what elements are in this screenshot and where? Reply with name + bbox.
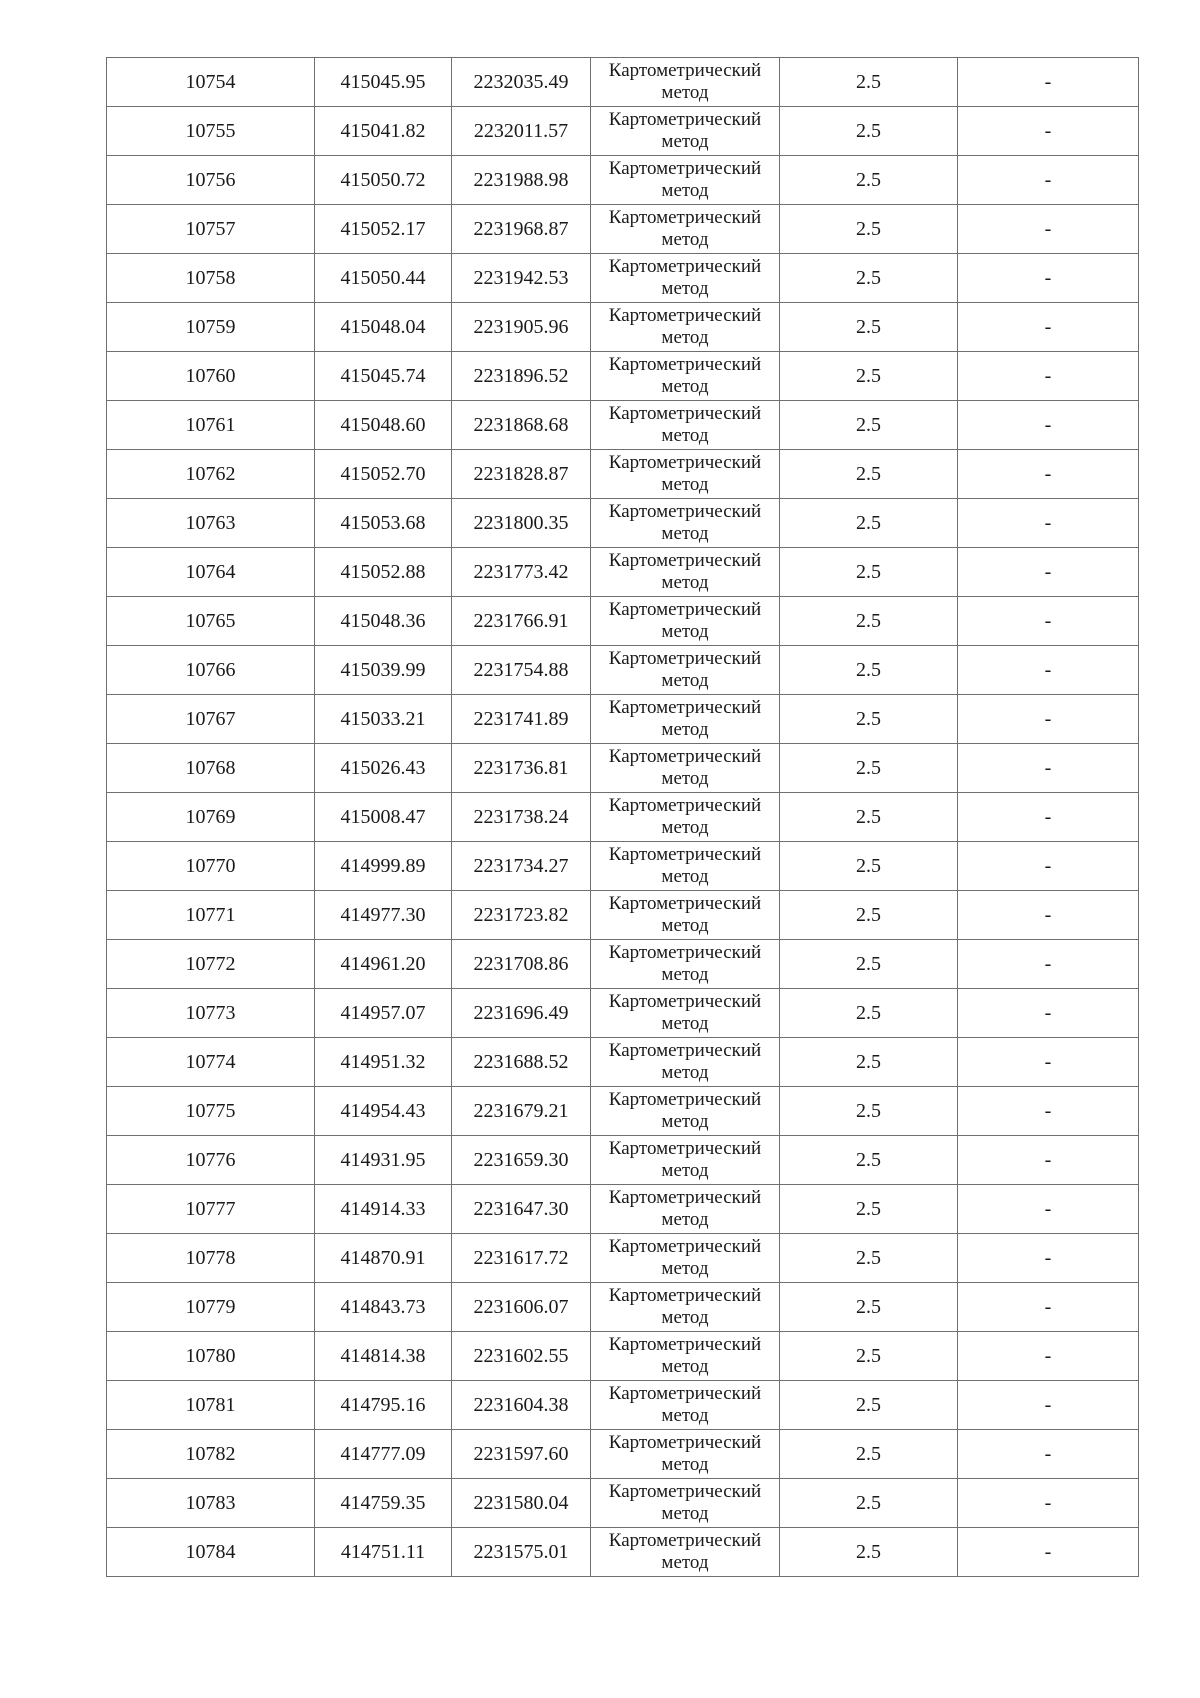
note-cell: - xyxy=(958,597,1139,646)
note-cell: - xyxy=(958,1038,1139,1087)
method-cell: Картометрический метод xyxy=(591,58,780,107)
x-coordinate-cell: 415045.95 xyxy=(315,58,452,107)
y-coordinate-cell: 2231606.07 xyxy=(452,1283,591,1332)
accuracy-cell: 2.5 xyxy=(780,1332,958,1381)
table-row xyxy=(107,940,1139,989)
accuracy-cell: 2.5 xyxy=(780,548,958,597)
accuracy-cell: 2.5 xyxy=(780,597,958,646)
note-cell: - xyxy=(958,1430,1139,1479)
table-row xyxy=(107,401,1139,450)
x-coordinate-cell: 414777.09 xyxy=(315,1430,452,1479)
note-cell: - xyxy=(958,1528,1139,1577)
y-coordinate-cell: 2231659.30 xyxy=(452,1136,591,1185)
y-coordinate-cell: 2231988.98 xyxy=(452,156,591,205)
y-coordinate-cell: 2231688.52 xyxy=(452,1038,591,1087)
point-number-cell: 10770 xyxy=(107,842,315,891)
x-coordinate-cell: 415045.74 xyxy=(315,352,452,401)
x-coordinate-cell: 414961.20 xyxy=(315,940,452,989)
accuracy-cell: 2.5 xyxy=(780,1038,958,1087)
table-row xyxy=(107,303,1139,352)
accuracy-cell: 2.5 xyxy=(780,646,958,695)
x-coordinate-cell: 414999.89 xyxy=(315,842,452,891)
accuracy-cell: 2.5 xyxy=(780,891,958,940)
y-coordinate-cell: 2231766.91 xyxy=(452,597,591,646)
point-number-cell: 10763 xyxy=(107,499,315,548)
x-coordinate-cell: 414914.33 xyxy=(315,1185,452,1234)
y-coordinate-cell: 2231723.82 xyxy=(452,891,591,940)
method-cell: Картометрический метод xyxy=(591,107,780,156)
x-coordinate-cell: 414977.30 xyxy=(315,891,452,940)
x-coordinate-cell: 414814.38 xyxy=(315,1332,452,1381)
point-number-cell: 10783 xyxy=(107,1479,315,1528)
x-coordinate-cell: 414759.35 xyxy=(315,1479,452,1528)
method-cell: Картометрический метод xyxy=(591,940,780,989)
method-cell: Картометрический метод xyxy=(591,793,780,842)
method-cell: Картометрический метод xyxy=(591,450,780,499)
note-cell: - xyxy=(958,891,1139,940)
x-coordinate-cell: 415050.72 xyxy=(315,156,452,205)
method-cell: Картометрический метод xyxy=(591,352,780,401)
point-number-cell: 10778 xyxy=(107,1234,315,1283)
method-cell: Картометрический метод xyxy=(591,1185,780,1234)
point-number-cell: 10755 xyxy=(107,107,315,156)
method-cell: Картометрический метод xyxy=(591,744,780,793)
point-number-cell: 10780 xyxy=(107,1332,315,1381)
y-coordinate-cell: 2231696.49 xyxy=(452,989,591,1038)
table-row xyxy=(107,156,1139,205)
point-number-cell: 10769 xyxy=(107,793,315,842)
x-coordinate-cell: 414843.73 xyxy=(315,1283,452,1332)
note-cell: - xyxy=(958,842,1139,891)
y-coordinate-cell: 2231773.42 xyxy=(452,548,591,597)
point-number-cell: 10762 xyxy=(107,450,315,499)
accuracy-cell: 2.5 xyxy=(780,401,958,450)
accuracy-cell: 2.5 xyxy=(780,1234,958,1283)
point-number-cell: 10756 xyxy=(107,156,315,205)
table-row xyxy=(107,499,1139,548)
y-coordinate-cell: 2231734.27 xyxy=(452,842,591,891)
table-row xyxy=(107,254,1139,303)
table-row xyxy=(107,548,1139,597)
accuracy-cell: 2.5 xyxy=(780,352,958,401)
table-row xyxy=(107,597,1139,646)
x-coordinate-cell: 414951.32 xyxy=(315,1038,452,1087)
point-number-cell: 10757 xyxy=(107,205,315,254)
method-cell: Картометрический метод xyxy=(591,989,780,1038)
note-cell: - xyxy=(958,1283,1139,1332)
x-coordinate-cell: 415041.82 xyxy=(315,107,452,156)
x-coordinate-cell: 414954.43 xyxy=(315,1087,452,1136)
x-coordinate-cell: 415026.43 xyxy=(315,744,452,793)
accuracy-cell: 2.5 xyxy=(780,695,958,744)
accuracy-cell: 2.5 xyxy=(780,842,958,891)
accuracy-cell: 2.5 xyxy=(780,989,958,1038)
table-row xyxy=(107,646,1139,695)
accuracy-cell: 2.5 xyxy=(780,940,958,989)
y-coordinate-cell: 2231754.88 xyxy=(452,646,591,695)
y-coordinate-cell: 2231575.01 xyxy=(452,1528,591,1577)
table-row xyxy=(107,793,1139,842)
x-coordinate-cell: 415053.68 xyxy=(315,499,452,548)
y-coordinate-cell: 2231800.35 xyxy=(452,499,591,548)
accuracy-cell: 2.5 xyxy=(780,1381,958,1430)
method-cell: Картометрический метод xyxy=(591,695,780,744)
y-coordinate-cell: 2231708.86 xyxy=(452,940,591,989)
method-cell: Картометрический метод xyxy=(591,1381,780,1430)
y-coordinate-cell: 2231968.87 xyxy=(452,205,591,254)
note-cell: - xyxy=(958,1479,1139,1528)
accuracy-cell: 2.5 xyxy=(780,1430,958,1479)
method-cell: Картометрический метод xyxy=(591,156,780,205)
table-row xyxy=(107,1038,1139,1087)
y-coordinate-cell: 2231647.30 xyxy=(452,1185,591,1234)
point-number-cell: 10766 xyxy=(107,646,315,695)
note-cell: - xyxy=(958,58,1139,107)
note-cell: - xyxy=(958,744,1139,793)
point-number-cell: 10781 xyxy=(107,1381,315,1430)
point-number-cell: 10784 xyxy=(107,1528,315,1577)
method-cell: Картометрический метод xyxy=(591,1332,780,1381)
point-number-cell: 10772 xyxy=(107,940,315,989)
accuracy-cell: 2.5 xyxy=(780,254,958,303)
y-coordinate-cell: 2231868.68 xyxy=(452,401,591,450)
table-row xyxy=(107,695,1139,744)
point-number-cell: 10754 xyxy=(107,58,315,107)
note-cell: - xyxy=(958,793,1139,842)
point-number-cell: 10775 xyxy=(107,1087,315,1136)
point-number-cell: 10768 xyxy=(107,744,315,793)
x-coordinate-cell: 414957.07 xyxy=(315,989,452,1038)
table-row xyxy=(107,58,1139,107)
x-coordinate-cell: 415050.44 xyxy=(315,254,452,303)
method-cell: Картометрический метод xyxy=(591,499,780,548)
note-cell: - xyxy=(958,303,1139,352)
point-number-cell: 10759 xyxy=(107,303,315,352)
table-row xyxy=(107,1087,1139,1136)
accuracy-cell: 2.5 xyxy=(780,793,958,842)
accuracy-cell: 2.5 xyxy=(780,1136,958,1185)
table-row xyxy=(107,1136,1139,1185)
method-cell: Картометрический метод xyxy=(591,1528,780,1577)
y-coordinate-cell: 2231905.96 xyxy=(452,303,591,352)
point-number-cell: 10779 xyxy=(107,1283,315,1332)
point-number-cell: 10771 xyxy=(107,891,315,940)
table-row xyxy=(107,1185,1139,1234)
x-coordinate-cell: 414870.91 xyxy=(315,1234,452,1283)
y-coordinate-cell: 2231828.87 xyxy=(452,450,591,499)
note-cell: - xyxy=(958,646,1139,695)
method-cell: Картометрический метод xyxy=(591,842,780,891)
accuracy-cell: 2.5 xyxy=(780,1528,958,1577)
y-coordinate-cell: 2231597.60 xyxy=(452,1430,591,1479)
x-coordinate-cell: 415033.21 xyxy=(315,695,452,744)
coordinates-table-body xyxy=(107,58,1139,1577)
table-row xyxy=(107,1528,1139,1577)
method-cell: Картометрический метод xyxy=(591,597,780,646)
y-coordinate-cell: 2231617.72 xyxy=(452,1234,591,1283)
table-row xyxy=(107,1430,1139,1479)
point-number-cell: 10764 xyxy=(107,548,315,597)
method-cell: Картометрический метод xyxy=(591,891,780,940)
accuracy-cell: 2.5 xyxy=(780,1185,958,1234)
accuracy-cell: 2.5 xyxy=(780,156,958,205)
method-cell: Картометрический метод xyxy=(591,1136,780,1185)
y-coordinate-cell: 2231736.81 xyxy=(452,744,591,793)
method-cell: Картометрический метод xyxy=(591,1430,780,1479)
note-cell: - xyxy=(958,1234,1139,1283)
x-coordinate-cell: 415048.04 xyxy=(315,303,452,352)
note-cell: - xyxy=(958,499,1139,548)
point-number-cell: 10758 xyxy=(107,254,315,303)
note-cell: - xyxy=(958,989,1139,1038)
method-cell: Картометрический метод xyxy=(591,1479,780,1528)
y-coordinate-cell: 2231679.21 xyxy=(452,1087,591,1136)
x-coordinate-cell: 415048.36 xyxy=(315,597,452,646)
table-row xyxy=(107,1234,1139,1283)
table-row xyxy=(107,1332,1139,1381)
x-coordinate-cell: 415052.17 xyxy=(315,205,452,254)
point-number-cell: 10773 xyxy=(107,989,315,1038)
note-cell: - xyxy=(958,1136,1139,1185)
note-cell: - xyxy=(958,1381,1139,1430)
accuracy-cell: 2.5 xyxy=(780,1087,958,1136)
point-number-cell: 10760 xyxy=(107,352,315,401)
coordinates-table xyxy=(106,57,1139,1577)
x-coordinate-cell: 415039.99 xyxy=(315,646,452,695)
point-number-cell: 10765 xyxy=(107,597,315,646)
y-coordinate-cell: 2231741.89 xyxy=(452,695,591,744)
method-cell: Картометрический метод xyxy=(591,254,780,303)
accuracy-cell: 2.5 xyxy=(780,1479,958,1528)
method-cell: Картометрический метод xyxy=(591,401,780,450)
table-row xyxy=(107,450,1139,499)
point-number-cell: 10782 xyxy=(107,1430,315,1479)
point-number-cell: 10777 xyxy=(107,1185,315,1234)
y-coordinate-cell: 2231896.52 xyxy=(452,352,591,401)
x-coordinate-cell: 414795.16 xyxy=(315,1381,452,1430)
note-cell: - xyxy=(958,548,1139,597)
note-cell: - xyxy=(958,156,1139,205)
y-coordinate-cell: 2232035.49 xyxy=(452,58,591,107)
y-coordinate-cell: 2231942.53 xyxy=(452,254,591,303)
table-row xyxy=(107,352,1139,401)
table-row xyxy=(107,744,1139,793)
method-cell: Картометрический метод xyxy=(591,1234,780,1283)
accuracy-cell: 2.5 xyxy=(780,450,958,499)
method-cell: Картометрический метод xyxy=(591,303,780,352)
x-coordinate-cell: 414751.11 xyxy=(315,1528,452,1577)
y-coordinate-cell: 2232011.57 xyxy=(452,107,591,156)
x-coordinate-cell: 415008.47 xyxy=(315,793,452,842)
note-cell: - xyxy=(958,940,1139,989)
accuracy-cell: 2.5 xyxy=(780,107,958,156)
note-cell: - xyxy=(958,1185,1139,1234)
accuracy-cell: 2.5 xyxy=(780,58,958,107)
y-coordinate-cell: 2231580.04 xyxy=(452,1479,591,1528)
x-coordinate-cell: 415052.88 xyxy=(315,548,452,597)
note-cell: - xyxy=(958,450,1139,499)
accuracy-cell: 2.5 xyxy=(780,744,958,793)
point-number-cell: 10776 xyxy=(107,1136,315,1185)
table-row xyxy=(107,1381,1139,1430)
table-row xyxy=(107,1479,1139,1528)
point-number-cell: 10761 xyxy=(107,401,315,450)
table-row xyxy=(107,989,1139,1038)
x-coordinate-cell: 414931.95 xyxy=(315,1136,452,1185)
y-coordinate-cell: 2231602.55 xyxy=(452,1332,591,1381)
accuracy-cell: 2.5 xyxy=(780,499,958,548)
method-cell: Картометрический метод xyxy=(591,1038,780,1087)
point-number-cell: 10774 xyxy=(107,1038,315,1087)
method-cell: Картометрический метод xyxy=(591,1087,780,1136)
note-cell: - xyxy=(958,695,1139,744)
note-cell: - xyxy=(958,205,1139,254)
note-cell: - xyxy=(958,1087,1139,1136)
table-row xyxy=(107,842,1139,891)
accuracy-cell: 2.5 xyxy=(780,303,958,352)
point-number-cell: 10767 xyxy=(107,695,315,744)
table-row xyxy=(107,205,1139,254)
table-row xyxy=(107,891,1139,940)
table-row xyxy=(107,107,1139,156)
note-cell: - xyxy=(958,1332,1139,1381)
y-coordinate-cell: 2231604.38 xyxy=(452,1381,591,1430)
x-coordinate-cell: 415048.60 xyxy=(315,401,452,450)
x-coordinate-cell: 415052.70 xyxy=(315,450,452,499)
note-cell: - xyxy=(958,401,1139,450)
note-cell: - xyxy=(958,254,1139,303)
note-cell: - xyxy=(958,107,1139,156)
table-row xyxy=(107,1283,1139,1332)
method-cell: Картометрический метод xyxy=(591,646,780,695)
accuracy-cell: 2.5 xyxy=(780,205,958,254)
y-coordinate-cell: 2231738.24 xyxy=(452,793,591,842)
method-cell: Картометрический метод xyxy=(591,1283,780,1332)
accuracy-cell: 2.5 xyxy=(780,1283,958,1332)
method-cell: Картометрический метод xyxy=(591,205,780,254)
note-cell: - xyxy=(958,352,1139,401)
method-cell: Картометрический метод xyxy=(591,548,780,597)
